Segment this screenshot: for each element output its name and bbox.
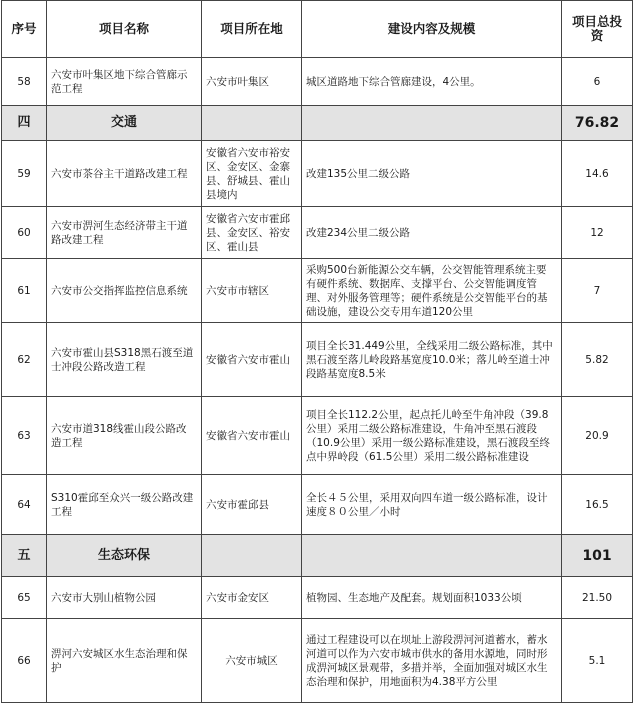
section-no: 五 <box>2 535 47 577</box>
row-name: 六安市大别山植物公园 <box>47 577 202 619</box>
row-investment: 5.82 <box>562 323 633 397</box>
row-investment: 12 <box>562 207 633 259</box>
header-name: 项目名称 <box>47 1 202 58</box>
row-no: 59 <box>2 141 47 207</box>
table-row <box>2 577 633 619</box>
row-content: 植物园、生态地产及配套。规划面积1033公顷 <box>302 577 562 619</box>
row-name: S310霍邱至众兴一级公路改建工程 <box>47 475 202 535</box>
row-investment: 21.50 <box>562 577 633 619</box>
row-location: 六安市金安区 <box>202 577 302 619</box>
section-name: 交通 <box>47 106 202 141</box>
table-row <box>2 619 633 703</box>
section-row <box>2 106 633 141</box>
row-no: 62 <box>2 323 47 397</box>
header-location: 项目所在地 <box>202 1 302 58</box>
row-no: 63 <box>2 397 47 475</box>
row-investment: 6 <box>562 58 633 106</box>
row-no: 64 <box>2 475 47 535</box>
table-row <box>2 207 633 259</box>
row-location: 六安市霍邱县 <box>202 475 302 535</box>
row-investment: 16.5 <box>562 475 633 535</box>
row-content: 项目全长112.2公里，起点托儿岭至牛角冲段（39.8公里）采用二级公路标准建设，牛角冲至黑石渡段（10.9公里）采用一级公路标准建设，黑石渡段至终点中界岭段（61.5公里）采用二级公路标准建设 <box>302 397 562 475</box>
row-location: 六安市城区 <box>202 619 302 703</box>
row-location: 安徽省六安市裕安区、金安区、金寨县、舒城县、霍山县境内 <box>202 141 302 207</box>
section-location <box>202 106 302 141</box>
row-name: 六安市霍山县S318黑石渡至道士冲段公路改造工程 <box>47 323 202 397</box>
row-content: 全长４５公里，采用双向四车道一级公路标准，设计速度８０公里／小时 <box>302 475 562 535</box>
row-no: 60 <box>2 207 47 259</box>
row-location: 安徽省六安市霍邱县、金安区、裕安区、霍山县 <box>202 207 302 259</box>
section-investment: 101 <box>562 535 633 577</box>
row-name: 六安市茶谷主干道路改建工程 <box>47 141 202 207</box>
row-no: 65 <box>2 577 47 619</box>
table-row <box>2 475 633 535</box>
row-location: 六安市叶集区 <box>202 58 302 106</box>
row-location: 六安市市辖区 <box>202 259 302 323</box>
header-no: 序号 <box>2 1 47 58</box>
header-content: 建设内容及规模 <box>302 1 562 58</box>
section-content <box>302 535 562 577</box>
row-no: 61 <box>2 259 47 323</box>
project-table <box>1 0 633 703</box>
row-name: 六安市公交指挥监控信息系统 <box>47 259 202 323</box>
row-name: 六安市叶集区地下综合管廊示范工程 <box>47 58 202 106</box>
row-no: 58 <box>2 58 47 106</box>
section-investment: 76.82 <box>562 106 633 141</box>
table-header-row <box>2 1 633 58</box>
section-row <box>2 535 633 577</box>
section-no: 四 <box>2 106 47 141</box>
row-name: 淠河六安城区水生态治理和保护 <box>47 619 202 703</box>
row-investment: 7 <box>562 259 633 323</box>
row-content: 城区道路地下综合管廊建设，4公里。 <box>302 58 562 106</box>
row-content: 改建234公里二级公路 <box>302 207 562 259</box>
row-investment: 14.6 <box>562 141 633 207</box>
row-location: 安徽省六安市霍山 <box>202 397 302 475</box>
row-content: 改建135公里二级公路 <box>302 141 562 207</box>
table-row <box>2 397 633 475</box>
section-location <box>202 535 302 577</box>
row-investment: 20.9 <box>562 397 633 475</box>
row-content: 项目全长31.449公里，全线采用二级公路标准，其中黑石渡至落儿岭段路基宽度10.0米；落儿岭至道士冲段路基宽度8.5米 <box>302 323 562 397</box>
section-name: 生态环保 <box>47 535 202 577</box>
row-content: 通过工程建设可以在坝址上游段淠河河道蓄水，蓄水河道可以作为六安市城市供水的备用水源地，同时形成淠河城区景观带，多措并举，全面加强对城区水生态治理和保护，用地面积为4.38平方公里 <box>302 619 562 703</box>
header-investment: 项目总投资 <box>562 1 633 58</box>
row-no: 66 <box>2 619 47 703</box>
table-row <box>2 58 633 106</box>
section-content <box>302 106 562 141</box>
table-row <box>2 323 633 397</box>
row-location: 安徽省六安市霍山 <box>202 323 302 397</box>
row-name: 六安市道318线霍山段公路改造工程 <box>47 397 202 475</box>
table-row <box>2 259 633 323</box>
row-investment: 5.1 <box>562 619 633 703</box>
row-name: 六安市淠河生态经济带主干道路改建工程 <box>47 207 202 259</box>
row-content: 采购500台新能源公交车辆，公交智能管理系统主要有硬件系统、数据库、支撑平台、公交智能调度管理、对外服务管理等；硬件系统是公交智能平台的基础设施，建设公交专用车道120公里 <box>302 259 562 323</box>
table-row <box>2 141 633 207</box>
